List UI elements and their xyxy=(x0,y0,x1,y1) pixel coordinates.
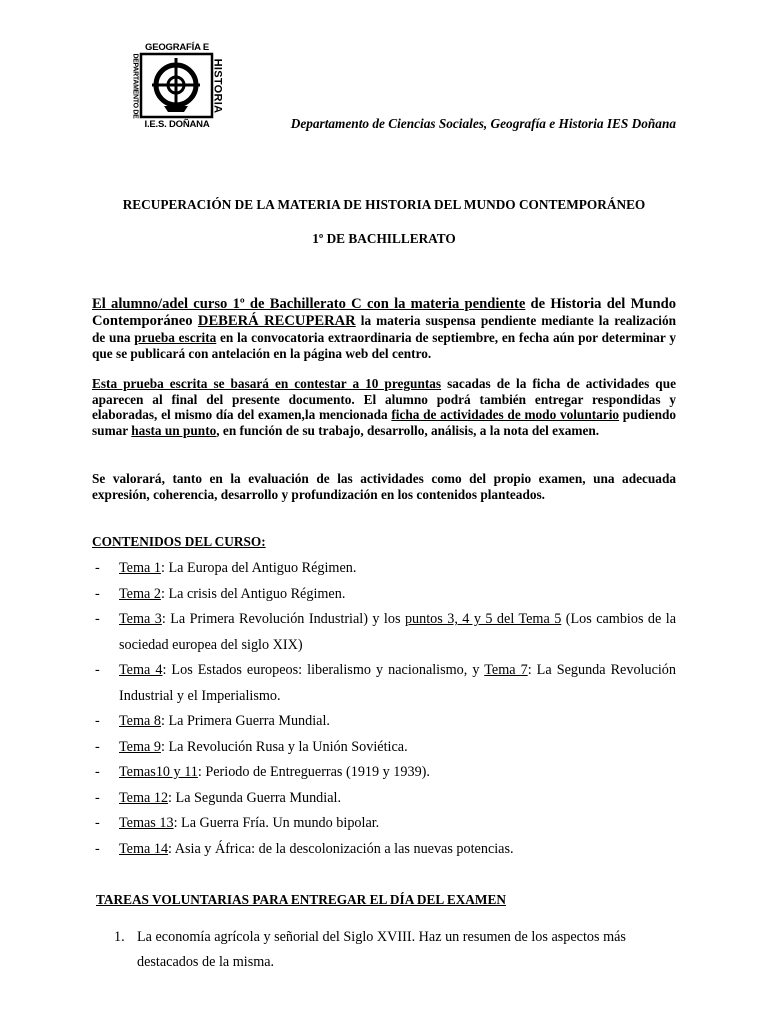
topic-link-text: Tema 3 xyxy=(119,611,162,627)
exam-paragraph xyxy=(92,376,676,438)
topic-text: : La Segunda Guerra Mundial. xyxy=(168,789,342,806)
topic-text: (Los cambios de la sociedad europea del siglo XIX) xyxy=(119,611,676,653)
topic-link-text: puntos 3, 4 y 5 del Tema 5 xyxy=(404,611,562,627)
text-run: pudiendo sumar xyxy=(92,407,677,438)
topic-link-text: Tema 8 xyxy=(119,713,161,729)
underlined-phrase: hasta un punto xyxy=(131,422,217,438)
text-run: en la convocatoria extraordinaria de septiembre, en fecha aún por determinar y que se publicará con antelación en la página web del centro. xyxy=(92,330,676,361)
tasks-heading: TAREAS VOLUNTARIAS PARA ENTREGAR EL DÍA DEL EXAMEN xyxy=(96,892,506,907)
topic-text: : La Revolución Rusa y la Unión Soviética. xyxy=(160,738,408,755)
topic-link-text: Temas10 y 11 xyxy=(119,764,198,780)
text-run: sacadas de la ficha de actividades que aparecen al final del presente documento. El alumno podrá también entregar respondidas y elaboradas, el mismo día del examen,la mencionada xyxy=(92,376,676,422)
text-run: de Historia del Mundo Contemporáneo xyxy=(92,296,676,329)
topic-text: : Los Estados europeos: liberalismo y nacionalismo, y xyxy=(162,662,485,678)
list-item xyxy=(92,760,676,786)
text-run: la materia suspensa pendiente mediante la realización de una xyxy=(92,313,676,345)
list-item xyxy=(92,811,676,837)
bullet-dash: - xyxy=(95,662,100,678)
contents-heading: CONTENIDOS DEL CURSO: xyxy=(92,534,266,549)
underlined-phrase: ficha de actividades de modo voluntario xyxy=(391,407,620,422)
logo-right-text: HISTORIA xyxy=(211,58,224,114)
list-item xyxy=(92,709,676,735)
topic-text: : La Primera Guerra Mundial. xyxy=(160,713,330,729)
topic-text: : Asia y África: de la descolonización a las nuevas potencias. xyxy=(168,840,514,857)
list-item xyxy=(92,607,676,658)
bullet-dash: - xyxy=(95,815,100,831)
underlined-phrase: Esta prueba escrita se basará en contestar a 10 preguntas xyxy=(92,376,442,391)
list-item xyxy=(92,837,676,863)
underlined-phrase: prueba escrita xyxy=(134,330,217,345)
topic-link-text: Tema 9 xyxy=(119,738,161,755)
logo-top-text: GEOGRAFÍA E xyxy=(145,42,209,53)
topic-link-text: Tema 4 xyxy=(119,662,163,678)
list-item xyxy=(92,556,676,582)
topic-text: : Periodo de Entreguerras (1919 y 1939). xyxy=(197,764,430,780)
logo-left-text: DEPARTAMENTO DE xyxy=(131,53,139,119)
bullet-dash: - xyxy=(95,840,100,857)
list-item xyxy=(92,658,676,709)
bullet-dash: - xyxy=(95,738,100,755)
intro-paragraph xyxy=(92,296,676,361)
evaluation-paragraph: Se valorará, tanto en la evaluación de las actividades como del propio examen, una adecuada expresión, coherencia, desarrollo y profundización en los contenidos planteados. xyxy=(92,471,676,502)
topic-link-text: Tema 7 xyxy=(484,662,528,678)
list-item xyxy=(92,786,676,812)
bullet-dash: - xyxy=(95,560,100,576)
topic-link-text: Tema 1 xyxy=(119,560,161,576)
tasks-list xyxy=(110,925,676,975)
department-name: Departamento de Ciencias Sociales, Geografía e Historia IES Doñana xyxy=(290,116,676,131)
document-subtitle: 1º DE BACHILLERATO xyxy=(312,231,456,246)
topic-text: : La Primera Revolución Industrial) y los xyxy=(161,611,405,627)
topic-text: : La Segunda Revolución Industrial y el Imperialismo. xyxy=(119,662,676,704)
bullet-dash: - xyxy=(95,611,100,627)
logo-bottom-text: I.E.S. DOÑANA xyxy=(144,119,210,130)
topic-link-text: Tema 12 xyxy=(119,789,169,806)
bullet-dash: - xyxy=(95,789,100,806)
document-title: RECUPERACIÓN DE LA MATERIA DE HISTORIA DEL MUNDO CONTEMPORÁNEO xyxy=(122,197,646,212)
underlined-phrase: DEBERÁ RECUPERAR xyxy=(197,313,356,329)
task-text: La economía agrícola y señorial del Siglo XVIII. Haz un resumen de los aspectos más destacados de la misma. xyxy=(137,929,626,970)
bullet-dash: - xyxy=(95,585,100,602)
bullet-dash: - xyxy=(95,713,100,729)
list-item xyxy=(110,925,676,975)
department-logo xyxy=(128,42,226,130)
topic-text: : La crisis del Antiguo Régimen. xyxy=(160,585,346,602)
bullet-dash: - xyxy=(95,764,100,780)
task-number: 1. xyxy=(114,929,125,945)
list-item xyxy=(92,735,676,761)
topic-link-text: Temas 13 xyxy=(119,815,174,831)
topic-link-text: Tema 14 xyxy=(119,840,169,857)
topic-link-text: Tema 2 xyxy=(119,585,161,602)
topic-text: : La Guerra Fría. Un mundo bipolar. xyxy=(173,815,380,831)
underlined-phrase: El alumno/adel curso 1º de Bachillerato C con la materia pendiente xyxy=(92,296,526,312)
contents-list xyxy=(92,556,676,862)
text-run: , en función de su trabajo, desarrollo, análisis, a la nota del examen. xyxy=(216,422,600,438)
topic-text: : La Europa del Antiguo Régimen. xyxy=(160,560,357,576)
list-item xyxy=(92,582,676,608)
